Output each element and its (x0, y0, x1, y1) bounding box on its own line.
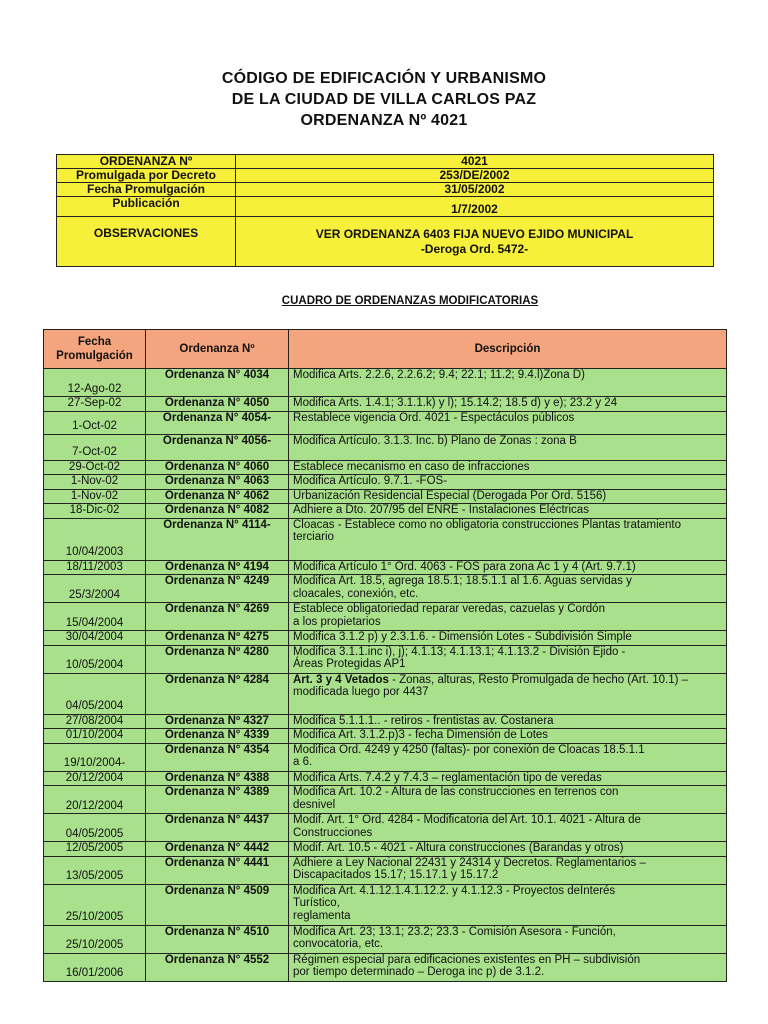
info-value: 4021 (236, 155, 714, 169)
header-ordenanza: Ordenanza Nº (146, 330, 289, 369)
cell-descripcion (289, 575, 727, 603)
cell-fecha: 04/05/2004 (44, 673, 146, 714)
cell-fecha: 1-Nov-02 (44, 475, 146, 490)
table-row (44, 460, 727, 475)
cell-descripcion (289, 475, 727, 490)
info-value: 31/05/2002 (236, 183, 714, 197)
cell-fecha: 13/05/2005 (44, 856, 146, 884)
table-row (44, 369, 727, 397)
modifying-ordinances-table (43, 329, 727, 982)
cell-ordenanza: Ordenanza N° 4063 (146, 475, 289, 490)
descripcion-line: Establece mecanismo en caso de infracciones (293, 460, 530, 473)
cell-descripcion (289, 645, 727, 673)
table-row (44, 814, 727, 842)
cell-descripcion (289, 518, 727, 560)
descripcion-line: modificada luego por 4437 (293, 686, 429, 698)
table-row (44, 603, 727, 631)
cell-descripcion (289, 856, 727, 884)
cell-fecha: 30/04/2004 (44, 631, 146, 646)
title-line-2: DE LA CIUDAD DE VILLA CARLOS PAZ (231, 91, 537, 108)
cell-ordenanza: Ordenanza N° 4441 (146, 856, 289, 884)
table-row (44, 475, 727, 490)
section-subtitle: CUADRO DE ORDENANZAS MODIFICATORIAS (281, 295, 539, 307)
cell-ordenanza: Ordenanza Nº 4284 (146, 673, 289, 714)
descripcion-line: Modifica Art. 4.1.12.1.4.1.12.2. y 4.1.12.3 - Proyectos deInterés (293, 884, 616, 897)
descripcion-line: reglamenta (293, 909, 351, 922)
cell-ordenanza: Ordenanza N° 4056- (146, 434, 289, 460)
descripcion-line: Modifica Arts. 2.2.6, 2.2.6.2; 9.4; 22.1; 11.2; 9.4.l)Zona D) (293, 369, 585, 381)
cell-fecha: 29-Oct-02 (44, 460, 146, 475)
info-label: Fecha Promulgación (57, 183, 236, 197)
cell-ordenanza: Ordenanza N° 4388 (146, 771, 289, 786)
table-row (44, 953, 727, 981)
table-row (44, 856, 727, 884)
info-value (236, 217, 714, 267)
cell-ordenanza: Ordenanza N° 4442 (146, 842, 289, 857)
cell-fecha: 12-Ago-02 (44, 369, 146, 397)
cell-fecha: 12/05/2005 (44, 842, 146, 857)
info-value: 1/7/2002 (236, 197, 714, 217)
table-row (44, 786, 727, 814)
table-row (44, 729, 727, 744)
cell-ordenanza: Ordenanza N° 4269 (146, 603, 289, 631)
cell-descripcion (289, 460, 727, 475)
table-row (44, 397, 727, 412)
cell-ordenanza: Ordenanza N° 4082 (146, 504, 289, 519)
table-row (44, 743, 727, 771)
descripcion-line: Urbanización Residencial Especial (Derogada Por Ord. 5156) (293, 489, 607, 502)
info-row-ordenanza (57, 155, 714, 169)
cell-ordenanza: Ordenanza N° 4114- (146, 518, 289, 560)
table-row (44, 714, 727, 729)
descripcion-line: por tiempo determinado – Deroga inc p) de 3.1.2. (293, 966, 545, 978)
table-row (44, 771, 727, 786)
cell-fecha: 19/10/2004- (44, 743, 146, 771)
cell-fecha: 20/12/2004 (44, 786, 146, 814)
info-row-publicacion (57, 197, 714, 217)
descripcion-line: Régimen especial para edificaciones existentes en PH – subdivisión (293, 953, 641, 966)
cell-descripcion (289, 560, 727, 575)
cell-descripcion (289, 729, 727, 744)
cell-ordenanza: Ordenanza N° 4509 (146, 884, 289, 925)
descripcion-line: Modifica Art. 10.2 - Altura de las construcciones en terrenos con (293, 786, 619, 798)
cell-ordenanza: Ordenanza N° 4060 (146, 460, 289, 475)
descripcion-line: Construcciones (293, 826, 373, 839)
descripcion-line: Turístico, (293, 897, 340, 909)
descripcion-line: Establece obligatoriedad reparar veredas, cazuelas y Cordón (293, 603, 605, 615)
cell-descripcion (289, 631, 727, 646)
descripcion-line: Modifica Artículo 1° Ord. 4063 - FOS para zona Ac 1 y 4 (Art. 9.7.1) (293, 560, 636, 573)
info-row-observaciones (57, 217, 714, 267)
descripcion-line: Adhiere a Ley Nacional 22431 y 24314 y Decretos. Reglamentarios – (293, 856, 646, 869)
header-descripcion: Descripción (289, 330, 727, 369)
table-body (44, 369, 727, 982)
descripcion-line: convocatoria, etc. (293, 938, 384, 950)
descripcion-line: cloacales, conexión, etc. (293, 587, 419, 600)
cell-ordenanza: Ordenanza N° 4354 (146, 743, 289, 771)
cell-fecha: 20/12/2004 (44, 771, 146, 786)
table-row (44, 411, 727, 434)
cell-fecha: 25/10/2005 (44, 925, 146, 953)
cell-ordenanza: Ordenanza Nº 4194 (146, 560, 289, 575)
descripcion-line: Modifica Art. 23; 13.1; 23.2; 23.3 - Comisión Asesora - Función, (293, 925, 616, 938)
descripcion-line: Cloacas - Establece como no obligatoria construcciones Plantas tratamiento (293, 518, 682, 531)
cell-ordenanza: Ordenanza N° 4034 (146, 369, 289, 397)
cell-ordenanza: Ordenanza Nº 4327 (146, 714, 289, 729)
cell-descripcion (289, 397, 727, 412)
info-label: ORDENANZA Nº (57, 155, 236, 169)
cell-ordenanza: Ordenanza N° 4389 (146, 786, 289, 814)
descripcion-line (293, 674, 723, 687)
table-row (44, 884, 727, 925)
cell-descripcion (289, 925, 727, 953)
cell-descripcion (289, 369, 727, 397)
descripcion-line: Modifica Artículo. 9.7.1. -FOS- (293, 475, 448, 487)
cell-ordenanza: Ordenanza N° 4054- (146, 411, 289, 434)
descripcion-line: Modif. Art. 1° Ord. 4284 - Modificatoria del Art. 10.1. 4021 - Altura de (293, 814, 641, 826)
table-row (44, 560, 727, 575)
descripcion-line: Modifica Arts. 1.4.1; 3.1.1.k) y l); 15.14.2; 18.5 d) y e); 23.2 y 24 (293, 397, 618, 409)
cell-fecha: 01/10/2004 (44, 729, 146, 744)
cell-descripcion (289, 814, 727, 842)
descripcion-line: Modif. Art. 10.5 - 4021 - Altura construcciones (Barandas y otros) (293, 842, 624, 854)
observaciones-line-2: -Deroga Ord. 5472- (420, 242, 529, 256)
cell-ordenanza: Ordenanza Nº 4275 (146, 631, 289, 646)
cell-descripcion (289, 504, 727, 519)
cell-descripcion (289, 603, 727, 631)
cell-fecha: 1-Nov-02 (44, 489, 146, 504)
cell-descripcion (289, 743, 727, 771)
header-fecha (44, 330, 146, 369)
info-label: Promulgada por Decreto (57, 169, 236, 183)
descripcion-text: - Zonas, alturas, Resto Promulgada de hecho (Art. 10.1) – (388, 673, 689, 686)
cell-fecha: 18-Dic-02 (44, 504, 146, 519)
cell-descripcion (289, 411, 727, 434)
cell-fecha: 25/3/2004 (44, 575, 146, 603)
table-row (44, 489, 727, 504)
cell-fecha: 25/10/2005 (44, 884, 146, 925)
cell-descripcion (289, 489, 727, 504)
cell-ordenanza: Ordenanza Nº 4280 (146, 645, 289, 673)
cell-ordenanza: Ordenanza N° 4437 (146, 814, 289, 842)
title-line-1: CÓDIGO DE EDIFICACIÓN Y URBANISMO (221, 70, 547, 87)
descripcion-line: Modifica Art. 3.1.2.p)3 - fecha Dimensión de Lotes (293, 729, 549, 741)
cell-fecha: 18/11/2003 (44, 560, 146, 575)
cell-fecha: 1-Oct-02 (44, 411, 146, 434)
header-fecha-line-2: Promulgación (56, 350, 133, 362)
header-fecha-line-1: Fecha (77, 336, 112, 348)
cell-ordenanza: Ordenanza N° 4552 (146, 953, 289, 981)
title-line-3: ORDENANZA Nº 4021 (300, 112, 468, 129)
descripcion-line: Modifica Art. 18.5, agrega 18.5.1; 18.5.1.1 al 1.6. Aguas servidas y (293, 575, 632, 587)
descripcion-line: Adhiere a Dto. 207/95 del ENRE - Instalaciones Eléctricas (293, 504, 589, 516)
cell-ordenanza: Ordenanza N° 4510 (146, 925, 289, 953)
table-row (44, 645, 727, 673)
ordinance-info-table (56, 154, 714, 267)
descripcion-line: desnivel (293, 798, 336, 811)
table-row (44, 504, 727, 519)
cell-descripcion (289, 771, 727, 786)
cell-fecha: 27/08/2004 (44, 714, 146, 729)
table-row (44, 673, 727, 714)
cell-ordenanza: Ordenanza N° 4062 (146, 489, 289, 504)
descripcion-bold: Art. 3 y 4 Vetados (293, 673, 389, 686)
cell-fecha: 04/05/2005 (44, 814, 146, 842)
table-row (44, 575, 727, 603)
descripcion-line: Áreas Protegidas AP1 (293, 658, 406, 670)
info-value: 253/DE/2002 (236, 169, 714, 183)
info-row-fecha (57, 183, 714, 197)
cell-fecha: 10/04/2003 (44, 518, 146, 560)
descripcion-line: Modifica 3.1.2 p) y 2.3.1.6. - Dimensión Lotes - Subdivisión Simple (293, 631, 632, 643)
table-row (44, 925, 727, 953)
cell-descripcion (289, 434, 727, 460)
descripcion-line: Modifica Artículo. 3.1.3. Inc. b) Plano de Zonas : zona B (293, 434, 577, 447)
descripcion-line: a los propietarios (293, 615, 381, 628)
info-label: OBSERVACIONES (57, 217, 236, 267)
cell-fecha: 27-Sep-02 (44, 397, 146, 412)
descripcion-line: a 6. (293, 756, 313, 768)
cell-descripcion (289, 673, 727, 714)
cell-fecha: 15/04/2004 (44, 603, 146, 631)
cell-fecha: 7-Oct-02 (44, 434, 146, 460)
cell-ordenanza: Ordenanza N° 4339 (146, 729, 289, 744)
descripcion-line: terciario (293, 531, 334, 543)
observaciones-line-1: VER ORDENANZA 6403 FIJA NUEVO EJIDO MUNICIPAL (315, 227, 634, 241)
table-row (44, 518, 727, 560)
cell-descripcion (289, 842, 727, 857)
cell-descripcion (289, 884, 727, 925)
document-title (0, 68, 768, 131)
table-row (44, 631, 727, 646)
descripcion-line: Restablece vigencia Ord. 4021 - Espectáculos públicos (293, 411, 575, 424)
cell-descripcion (289, 953, 727, 981)
descripcion-line: Discapacitados 15.17; 15.17.1 y 15.17.2 (293, 869, 499, 881)
descripcion-line: Modifica Ord. 4249 y 4250 (faltas)- por conexión de Cloacas 18.5.1.1 (293, 743, 645, 756)
descripcion-line: Modifica 3.1.1.inc i), j); 4.1.13; 4.1.13.1; 4.1.13.2 - División Ejido - (293, 645, 626, 658)
descripcion-line: Modifica 5.1.1.1.. - retiros - frentistas av. Costanera (293, 714, 554, 727)
cell-fecha: 16/01/2006 (44, 953, 146, 981)
info-row-decreto (57, 169, 714, 183)
cell-descripcion (289, 714, 727, 729)
cell-descripcion (289, 786, 727, 814)
descripcion-line: Modifica Arts. 7.4.2 y 7.4.3 – reglamentación tipo de veredas (293, 771, 602, 784)
info-label: Publicación (57, 197, 236, 217)
cell-fecha: 10/05/2004 (44, 645, 146, 673)
table-header-row (44, 330, 727, 369)
table-row (44, 842, 727, 857)
cell-ordenanza: Ordenanza N° 4249 (146, 575, 289, 603)
cell-ordenanza: Ordenanza N° 4050 (146, 397, 289, 412)
table-row (44, 434, 727, 460)
